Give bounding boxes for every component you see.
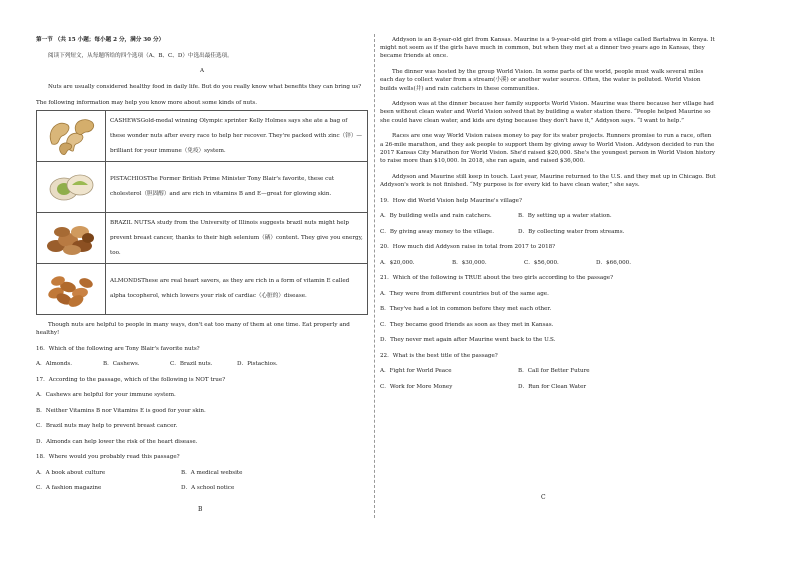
- pistachio-icon: [37, 162, 106, 213]
- option-b[interactable]: B．$30,000.: [452, 259, 487, 266]
- answer-mark-left: B: [198, 506, 203, 513]
- option-c[interactable]: C．$56,000.: [524, 259, 559, 266]
- question-16-options: [36, 360, 368, 368]
- section-title: 第一节 （共 15 小题；每小题 2 分，满分 30 分）: [36, 37, 165, 43]
- option-a[interactable]: A．$20,000.: [380, 259, 415, 266]
- table-row: [37, 111, 368, 162]
- table-row: [37, 213, 368, 264]
- question-20-options: [380, 259, 716, 267]
- intro-text: Nuts are usually considered healthy food in daily life. But do you really know what benefits they can bring us?: [48, 84, 362, 91]
- nuts-table: [36, 110, 368, 315]
- passage-paragraph: The dinner was hosted by the group World Vision. In some parts of the world, people must walk several miles each day to collect water from a stream(小溪) or another water source. Often, the water is polluted. World Vision builds wells(井) and rain catchers in these communities.: [380, 69, 704, 92]
- option-d[interactable]: D．Almonds can help lower the risk of the heart disease.: [36, 438, 198, 445]
- option-d[interactable]: D．They never met again after Maurine went back to the U.S.: [380, 337, 556, 344]
- column-divider: [374, 34, 375, 518]
- brazil-nut-description: BRAZIL NUTSA study from the University of Illinois suggests brazil nuts might help prevent breast cancer, thanks to their high selenium（硒）content. They give you energy, too.: [106, 213, 368, 264]
- question-17: 17．According to the passage, which of the following is NOT true?: [36, 376, 226, 383]
- option-c[interactable]: C．They became good friends as soon as they met in Kansas.: [380, 321, 554, 328]
- question-22-options-1: [380, 367, 716, 375]
- option-a[interactable]: A．A book about culture: [36, 469, 106, 476]
- passage-label: A: [199, 68, 205, 75]
- almond-description: ALMONDSThese are real heart savers, as they are rich in a form of vitamin E called alpha tocopherol, which lowers your risk of cardiac（心脏的）disease.: [106, 264, 368, 315]
- passage-paragraph: Addyson was at the dinner because her family supports World Vision. Maurine was there because her village had been without clean water and World Vision solved that by building a water station there. “People helped Maurine so she could have clean water, and kids are dying because they don't have it,” Addyson says. “I want to help.”: [380, 101, 714, 124]
- pistachio-description: PISTACHIOSThe Former British Prime Minister Tony Blair's favorite, these cut cholesterol（胆固醇）and are rich in vitamins B and E—great for glowing skin.: [106, 162, 368, 213]
- cashew-description: CASHEWSGold-medal winning Olympic sprinter Kelly Holmes says she ate a bag of these wonder nuts after every race to help her recover. They're packed with zinc（锌）—brilliant for your immune（免疫）system.: [106, 111, 368, 162]
- option-d[interactable]: D．A school notice: [181, 485, 235, 492]
- passage-paragraph: Races are one way World Vision raises money to pay for its water projects. Runners promise to run a race, often a 26-mile marathon, and they ask people to support them by giving away to World Vision. Addyson decided to run the 2017 Kansas City Marathon for World Vision. She'd raised $20,000. She's the youngest person in World Vision history to raise more than $10,000. In 2018, she ran again, and raised $36,000.: [380, 133, 716, 164]
- option-d[interactable]: D．$66,000.: [596, 259, 631, 266]
- option-b[interactable]: B．Call for Better Future: [518, 368, 590, 375]
- question-22-options-2: [380, 383, 716, 391]
- option-b[interactable]: B．A medical website: [181, 469, 243, 476]
- option-b[interactable]: B．By setting up a water station.: [518, 213, 612, 220]
- cashew-icon: [37, 111, 106, 162]
- option-d[interactable]: D．By collecting water from streams.: [518, 228, 625, 235]
- instruction-text: 阅读下列短文，从每题所给的四个选项（A、B、C、D）中选出最佳选项。: [48, 52, 233, 59]
- question-16: 16．Which of the following are Tony Blair's favorite nuts?: [36, 345, 200, 352]
- question-18: 18．Where would you probably read this passage?: [36, 454, 180, 461]
- option-a[interactable]: A．Almonds.: [36, 361, 72, 368]
- brazil-nut-icon: [37, 213, 106, 264]
- question-19-options-1: [380, 212, 716, 220]
- option-d[interactable]: D．Run for Clean Water: [518, 383, 587, 390]
- option-a[interactable]: A．Fight for World Peace: [380, 368, 452, 375]
- question-18-options-1: [36, 469, 368, 477]
- option-c[interactable]: C．By giving away money to the village.: [380, 228, 494, 235]
- passage-paragraph: Addyson and Maurine still keep in touch. Last year, Maurine returned to the U.S. and they met up in Chicago. But Addyson's work is not finished. “My purpose is for every kid to have clean water,” she says.: [380, 173, 716, 188]
- question-18-options-2: [36, 484, 368, 492]
- passage-paragraph: Addyson is an 8-year-old girl from Kansas. Maurine is a 9-year-old girl from a village called Bartabwa in Kenya. It might not seem as if the girls have much in common, but when they met at a dinner two years ago in Kansas, they became friends at once.: [380, 37, 715, 60]
- option-c[interactable]: C．Brazil nuts.: [170, 361, 213, 368]
- option-a[interactable]: A．Cashews are helpful for your immune system.: [36, 392, 176, 399]
- intro-text-2: The following information may help you know more about some kinds of nuts.: [36, 99, 258, 106]
- option-d[interactable]: D．Pistachios.: [237, 361, 278, 368]
- option-c[interactable]: C．A fashion magazine: [36, 485, 102, 492]
- option-c[interactable]: C．Brazil nuts may help to prevent breast cancer.: [36, 423, 178, 430]
- closing-text: Though nuts are helpful to people in many ways, don't eat too many of them at one time. Eat properly and healthy!: [36, 322, 350, 337]
- option-b[interactable]: B．Neither Vitamins B nor Vitamins E is good for your skin.: [36, 407, 206, 414]
- option-c[interactable]: C．Work for More Money: [380, 383, 453, 390]
- option-b[interactable]: B．They've had a lot in common before they met each other.: [380, 306, 552, 313]
- option-a[interactable]: A．By building wells and rain catchers.: [380, 213, 492, 220]
- table-row: [37, 162, 368, 213]
- right-column: [380, 36, 716, 398]
- question-21: 21．Which of the following is TRUE about the two girls according to the passage?: [380, 275, 614, 282]
- almond-icon: [37, 264, 106, 315]
- question-19-options-2: [380, 228, 716, 236]
- question-19: 19．How did World Vision help Maurine's village?: [380, 197, 522, 204]
- option-b[interactable]: B．Cashews.: [103, 361, 140, 368]
- option-a[interactable]: A．They were from different countries but of the same age.: [380, 290, 549, 297]
- answer-mark-right: C: [541, 494, 546, 501]
- table-row: [37, 264, 368, 315]
- question-22: 22．What is the best title of the passage?: [380, 352, 498, 359]
- left-column: [36, 36, 368, 500]
- question-20: 20．How much did Addyson raise in total from 2017 to 2018?: [380, 244, 556, 251]
